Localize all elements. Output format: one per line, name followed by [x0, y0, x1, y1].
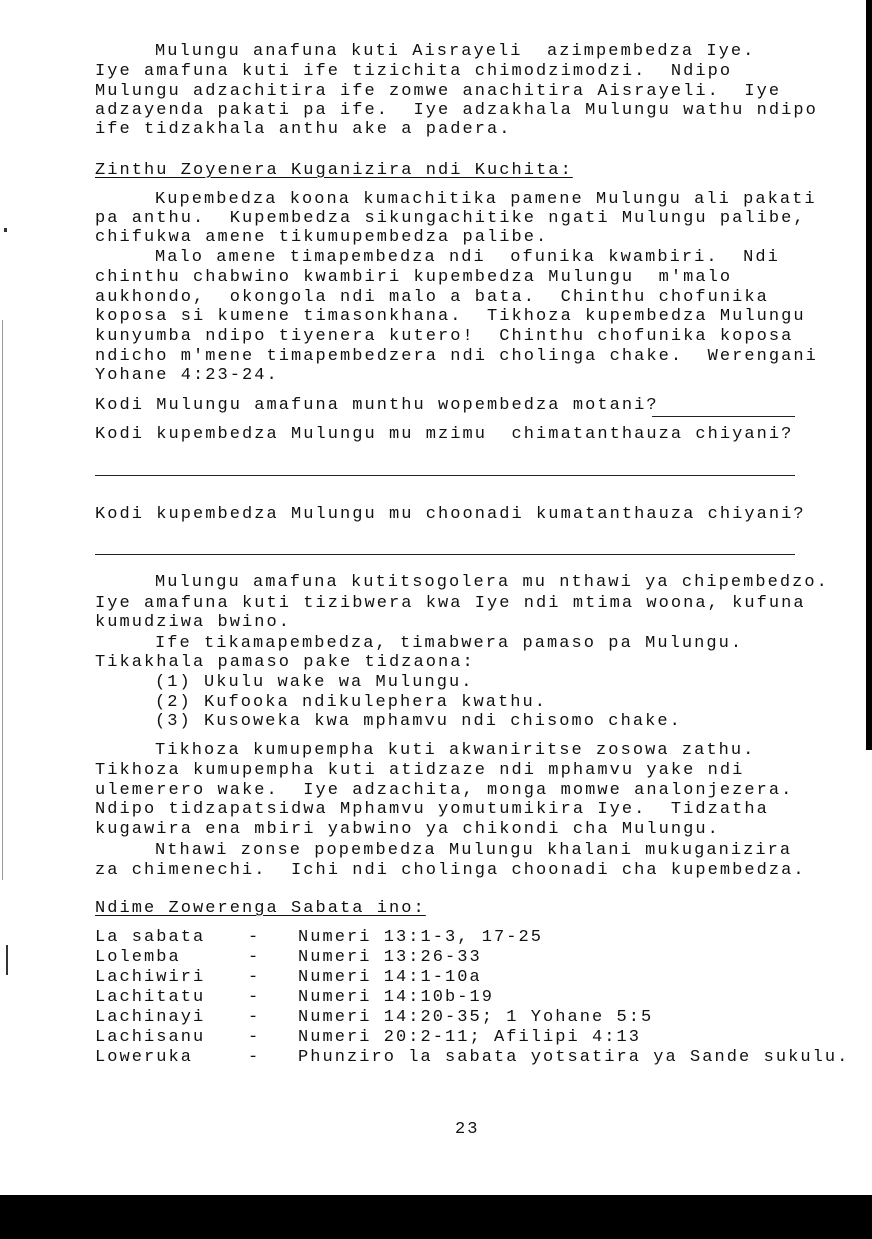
text-line: Kupembedza koona kumachitika pamene Mulungu ali pakati — [155, 190, 817, 209]
question: Kodi kupembedza Mulungu mu choonadi kumatanthauza chiyani? — [95, 505, 806, 524]
scan-speck — [4, 228, 7, 232]
text-line: chifukwa amene tikumupembedza palibe. — [95, 228, 549, 247]
reading-dash: - — [248, 1008, 261, 1027]
reading-dash: - — [248, 988, 261, 1007]
text-line: kugawira ena mbiri yabwino ya chikondi cha Mulungu. — [95, 820, 720, 839]
list-item: (3) Kusoweka kwa mphamvu ndi chisomo chake. — [155, 712, 682, 731]
reading-dash: - — [248, 968, 261, 987]
text-line: Tikhoza kumupempha kuti atidzaze ndi mphamvu yake ndi — [95, 761, 745, 780]
reading-day: Lachinayi — [95, 1008, 206, 1027]
list-item: (2) Kufooka ndikulephera kwathu. — [155, 693, 548, 712]
text-line: kumudziwa bwino. — [95, 613, 292, 632]
answer-line[interactable] — [652, 416, 795, 417]
text-line: Ife tikamapembedza, timabwera pamaso pa Mulungu. — [155, 634, 744, 653]
text-line: ulemerero wake. Iye adzachita, monga momwe analonjezera. — [95, 781, 794, 800]
text-line: Tikakhala pamaso pake tidzaona: — [95, 653, 475, 672]
text-line: koposa si kumene timasonkhana. Tikhoza kupembedza Mulungu — [95, 307, 806, 326]
reading-ref: Numeri 13:26-33 — [298, 948, 482, 967]
reading-day: Lachisanu — [95, 1028, 206, 1047]
answer-line[interactable] — [95, 475, 795, 476]
section-heading: Zinthu Zoyenera Kuganizira ndi Kuchita: — [95, 161, 573, 180]
text-line: Yohane 4:23-24. — [95, 366, 279, 385]
text-line: Iye amafuna kuti tizibwera kwa Iye ndi mtima woona, kufuna — [95, 594, 806, 613]
text-line: za chimenechi. Ichi ndi cholinga choonadi cha kupembedza. — [95, 861, 806, 880]
reading-ref: Numeri 20:2-11; Afilipi 4:13 — [298, 1028, 642, 1047]
scan-speck — [6, 945, 8, 975]
reading-dash: - — [248, 1028, 261, 1047]
text-line: Mulungu adzachitira ife zomwe anachitira Aisrayeli. Iye — [95, 82, 782, 101]
reading-day: La sabata — [95, 928, 206, 947]
scan-edge — [866, 0, 872, 750]
text-line: kunyumba ndipo tiyenera kutero! Chinthu chofunika koposa — [95, 327, 794, 346]
reading-dash: - — [248, 948, 261, 967]
text-line: ife tidzakhala anthu ake a padera. — [95, 120, 512, 139]
text-line: Tikhoza kumupempha kuti akwaniritse zosowa zathu. — [155, 741, 756, 760]
text-line: Mulungu amafuna kutitsogolera mu nthawi ya chipembedzo. — [155, 573, 829, 592]
reading-day: Loweruka — [95, 1048, 194, 1067]
reading-ref: Numeri 13:1-3, 17-25 — [298, 928, 544, 947]
text-line: aukhondo, okongola ndi malo a bata. Chinthu chofunika — [95, 288, 769, 307]
scan-margin-line — [2, 320, 3, 880]
question: Kodi Mulungu amafuna munthu wopembedza motani? — [95, 396, 659, 415]
reading-ref: Numeri 14:10b-19 — [298, 988, 495, 1007]
page-number: 23 — [455, 1120, 480, 1139]
scan-bottom-border — [0, 1195, 872, 1239]
reading-dash: - — [248, 928, 261, 947]
question: Kodi kupembedza Mulungu mu mzimu chimatanthauza chiyani? — [95, 425, 794, 444]
section-heading: Ndime Zowerenga Sabata ino: — [95, 899, 426, 918]
text-line: Malo amene timapembedza ndi ofunika kwambiri. Ndi — [155, 248, 780, 267]
text-line: adzayenda pakati pa ife. Iye adzakhala Mulungu wathu ndipo — [95, 101, 818, 120]
answer-line[interactable] — [95, 554, 795, 555]
text-line: Iye amafuna kuti ife tizichita chimodzimodzi. Ndipo — [95, 62, 733, 81]
text-line: Nthawi zonse popembedza Mulungu khalani mukuganizira — [155, 841, 793, 860]
text-line: Ndipo tidzapatsidwa Mphamvu yomutumikira Iye. Tidzatha — [95, 800, 769, 819]
reading-day: Lachitatu — [95, 988, 206, 1007]
reading-ref: Numeri 14:1-10a — [298, 968, 482, 987]
reading-day: Lolemba — [95, 948, 181, 967]
list-item: (1) Ukulu wake wa Mulungu. — [155, 673, 474, 692]
text-line: Mulungu anafuna kuti Aisrayeli azimpembedza Iye. — [155, 42, 756, 61]
reading-ref: Phunziro la sabata yotsatira ya Sande sukulu. — [298, 1048, 850, 1067]
reading-dash: - — [248, 1048, 261, 1067]
text-line: ndicho m'mene timapembedzera ndi cholinga chake. Werengani — [95, 347, 818, 366]
text-line: pa anthu. Kupembedza sikungachitike ngati Mulungu palibe, — [95, 209, 806, 228]
text-line: chinthu chabwino kwambiri kupembedza Mulungu m'malo — [95, 268, 733, 287]
reading-day: Lachiwiri — [95, 968, 206, 987]
reading-ref: Numeri 14:20-35; 1 Yohane 5:5 — [298, 1008, 654, 1027]
